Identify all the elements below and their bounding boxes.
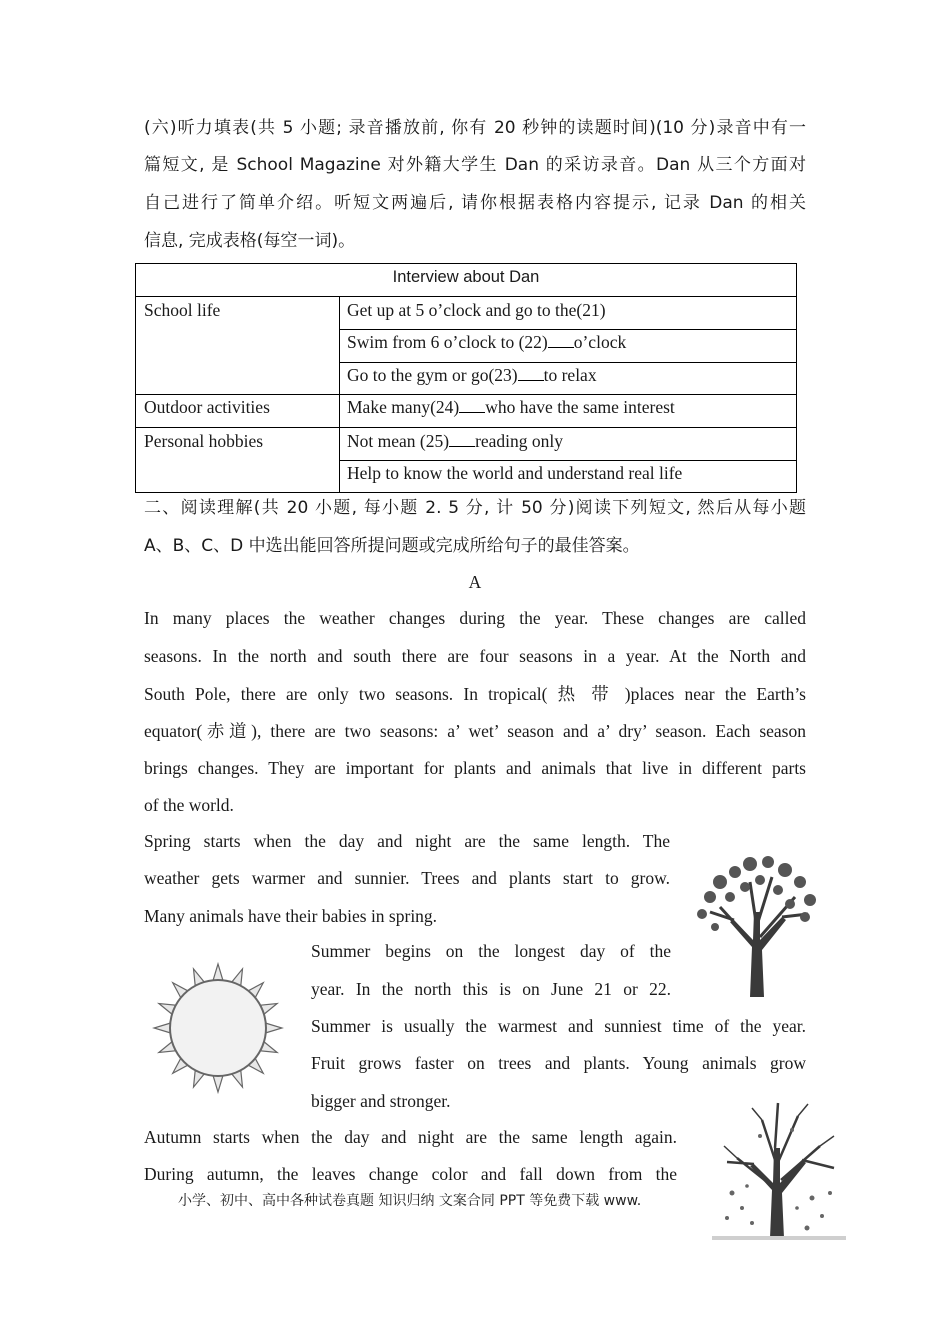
para3-line-5: bigger and stronger. (311, 1091, 451, 1111)
para2-line-1: Spring starts when the day and night are the same length. The (144, 831, 670, 851)
spring-tree-image (690, 852, 824, 997)
para3-line-4: Fruit grows faster on trees and plants. Young animals grow (311, 1053, 806, 1073)
table-cell-22: Swim from 6 o’clock to (22) o’clock (347, 332, 627, 352)
autumn-tree-image (712, 1098, 846, 1244)
answer-blank-22[interactable] (548, 333, 574, 348)
listening-instruction-line-2: 篇短文, 是 School Magazine 对外籍大学生 Dan 的采访录音。Dan 从三个方面对 (144, 155, 806, 175)
reading-instruction-line-1: 二、阅读理解(共 20 小题, 每小题 2. 5 分, 计 50 分)阅读下列短文, 然后从每小题 (144, 498, 806, 518)
para1-line-2: seasons. In the north and south there are four seasons in a year. At the North and (144, 646, 806, 666)
para3-line-3: Summer is usually the warmest and sunniest time of the year. (311, 1016, 806, 1036)
para3-line-1: Summer begins on the longest day of the (311, 941, 671, 961)
para1-line-1: In many places the weather changes during the year. These changes are called (144, 608, 806, 628)
table-cell-25: Not mean (25) reading only (347, 431, 564, 451)
para4-line-2: During autumn, the leaves change color and fall down from the (144, 1164, 677, 1184)
sun-image (152, 958, 284, 1098)
listening-instruction-line-3: 自己进行了简单介绍。听短文两遍后, 请你根据表格内容提示, 记录 Dan 的相关 (144, 193, 806, 213)
listening-instruction-line-4: 信息, 完成表格(每空一词)。 (144, 231, 356, 251)
para2-line-2: weather gets warmer and sunnier. Trees and plants start to grow. (144, 868, 670, 888)
answer-blank-23[interactable] (518, 366, 544, 381)
category-personal-hobbies: Personal hobbies (144, 431, 264, 451)
para1-line-5: brings changes. They are important for plants and animals that live in different parts (144, 758, 806, 778)
table-cell-hobby-2: Help to know the world and understand real life (347, 463, 683, 483)
passage-label: A (468, 572, 482, 592)
footer-text: 小学、初中、高中各种试卷真题 知识归纳 文案合同 PPT 等免费下载 www. (178, 1193, 642, 1209)
table-cell-23: Go to the gym or go(23) to relax (347, 365, 597, 385)
answer-blank-25[interactable] (449, 432, 475, 447)
para3-line-2: year. In the north this is on June 21 or 22. (311, 979, 671, 999)
para1-line-4: equator(赤道), there are two seasons: a’ wet’ season and a’ dry’ season. Each season (144, 721, 806, 741)
para2-line-3: Many animals have their babies in spring. (144, 906, 438, 926)
interview-table (135, 263, 797, 493)
table-cell-24: Make many(24) who have the same interest (347, 397, 675, 417)
para1-line-3: South Pole, there are only two seasons. In tropical( 热 带 )places near the Earth’s (144, 684, 806, 704)
category-outdoor-activities: Outdoor activities (144, 397, 270, 417)
category-school-life: School life (144, 300, 221, 320)
listening-instruction-line-1: (六)听力填表(共 5 小题; 录音播放前, 你有 20 秒钟的读题时间)(10 分)录音中有一 (144, 118, 806, 138)
table-cell-21: Get up at 5 o’clock and go to the(21) (347, 300, 606, 320)
para1-line-6: of the world. (144, 795, 234, 815)
para4-line-1: Autumn starts when the day and night are the same length again. (144, 1127, 677, 1147)
table-title: Interview about Dan (392, 268, 540, 286)
reading-instruction-line-2: A、B、C、D 中选出能回答所提问题或完成所给句子的最佳答案。 (144, 536, 640, 556)
answer-blank-24[interactable] (459, 398, 485, 413)
